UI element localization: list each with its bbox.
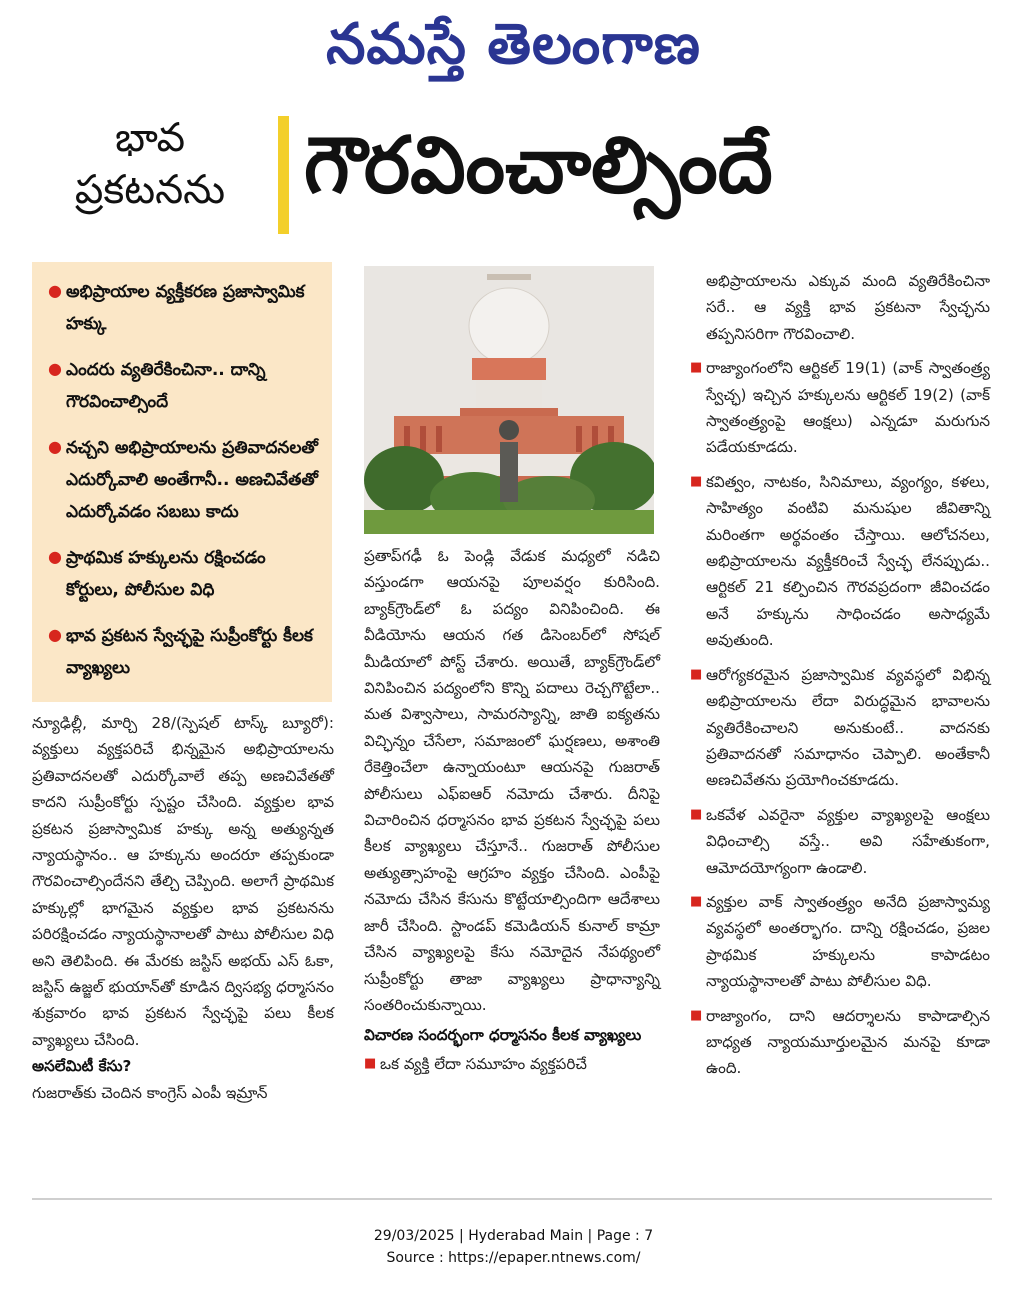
kicker-line-1: భావ [114,115,186,161]
remark-item: ■ వ్యక్తుల వాక్ స్వాతంత్ర్యం అనేది ప్రజాస్వామ్య వ్యవస్థలో అంతర్భాగం. దాన్ని రక్షించడం, ప్రజల ప్రాథమిక హక్కులను కాపాడటం న్యాయస్థానాలతో పాటు పోలీసుల విధి. [690,889,990,995]
article-paragraph: అభిప్రాయాలను ఎక్కువ మంది వ్యతిరేకించినా సరే.. ఆ వ్యక్తి భావ ప్రకటనా స్వేచ్ఛను తప్పనిసరిగా గౌరవించాలి. [706,272,990,343]
red-square-icon: ■ [690,473,703,489]
red-square-icon: ■ [690,360,703,376]
red-square-icon: ■ [690,893,703,909]
red-dot-icon: ● [48,281,62,300]
footer-date-edition: 29/03/2025 | Hyderabad Main | Page : 7 [373,1228,654,1244]
highlights-box [32,262,332,702]
masthead-title: నమస్తే తెలంగాణ [326,12,701,77]
supreme-court-illustration [364,266,654,534]
highlight-item: ● అభిప్రాయాల వ్యక్తీకరణ ప్రజాస్వామిక హక్కు [32,276,332,340]
red-square-icon: ■ [690,806,703,822]
column-1 [32,710,334,1106]
section-subhead: అసలేమిటీ కేసు? [32,1057,132,1076]
headline: గౌరవించాల్సిందే [304,121,773,211]
kicker [30,112,270,216]
remark-item: ■ రాజ్యాంగంలోని ఆర్టికల్ 19(1) (వాక్ స్వాతంత్ర్య స్వేచ్ఛ) ఇచ్చిన హక్కులను ఆర్టికల్ 19(2) (వాక్ స్వాతంత్ర్యంపై ఆంక్షలు) ఎన్నడూ మరుగున పడేయకూడదు. [690,355,990,461]
section-subhead: విచారణ సందర్భంగా ధర్మాసనం కీలక వ్యాఖ్యలు [364,1026,642,1045]
red-square-icon: ■ [690,1007,703,1023]
footer-source-link[interactable]: Source : https://epaper.ntnews.com/ [386,1250,641,1266]
article-paragraph: గుజరాత్‌కు చెందిన కాంగ్రెస్ ఎంపీ ఇమ్రాన్ [32,1083,268,1102]
highlight-item: ● నచ్చని అభిప్రాయాలను ప్రతివాదనలతో ఎదుర్కోవాలి అంతేగానీ.. అణచివేతతో ఎదుర్కోవడం సబబు కాదు [32,432,332,528]
remark-item: ■ ఒక వ్యక్తి లేదా సమూహం వ్యక్తపరిచే [364,1051,660,1077]
kicker-line-2: ప్రకటనను [74,167,226,213]
highlight-item: ● ఎందరు వ్యతిరేకించినా.. దాన్ని గౌరవించాల్సిందే [32,354,332,418]
remark-item: ■ ఆరోగ్యకరమైన ప్రజాస్వామిక వ్యవస్థలో విభిన్న అభిప్రాయాలను లేదా విరుద్ధమైన భావాలను వ్యతిరేకించాలని అనుకుంటే.. వాదనకు ప్రతివాదనతో సమాధానం చెప్పాలి. అంతేకానీ అణచివేతను ప్రయోగించకూడదు. [690,662,990,794]
kicker-accent-bar [278,116,289,234]
column-3 [690,268,990,1082]
supreme-court-photo [364,266,654,534]
column-2 [364,543,660,1077]
article-paragraph: ప్రతాప్‌గఢీ ఓ పెండ్లి వేడుక మధ్యలో నడిచి వస్తుండగా ఆయనపై పూలవర్షం కురిసింది. బ్యాక్‌గ్రౌండ్‌లో ఓ పద్యం వినిపించింది. ఈ వీడియోను ఆయన గత డిసెంబర్‌లో సోషల్ మీడియాలో పోస్ట్ చేశారు. అయితే, బ్యాక్‌గ్రౌండ్‌లో వినిపించిన పద్యంలోని కొన్ని పదాలు రెచ్చగొట్టేలా.. మత విశ్వాసాలు, సామరస్యాన్ని, జాతి ఐక్యతను విచ్ఛిన్నం చేసేలా, సమాజంలో ఘర్షణలు, అశాంతి రేకెత్తించేలా ఉన్నాయంటూ ఆయనపై గుజరాత్ పోలీసులు ఎఫ్ఐఆర్ నమోదు చేశారు. దీనిపై విచారించిన ధర్మాసనం భావ ప్రకటన స్వేచ్ఛపై పలు కీలక వ్యాఖ్యలు చేస్తూనే.. గుజరాత్ పోలీసుల అత్యుత్సాహంపై ఆగ్రహం వ్యక్తం చేసింది. ఎంపీపై నమోదు చేసిన కేసును కొట్టేయాల్సిందిగా ఆదేశాలు జారీ చేసింది. స్టాండప్ కమెడియన్ కునాల్ కామ్రా చేసిన వ్యాఖ్యలపై కేసు నమోదైన నేపథ్యంలో సుప్రీంకోర్టు తాజా వ్యాఖ్యలు ప్రాధాన్యాన్ని సంతరించుకున్నాయి. [364,547,660,1014]
red-square-icon: ■ [364,1055,377,1071]
remark-item: ■ ఒకవేళ ఎవరైనా వ్యక్తుల వ్యాఖ్యలపై ఆంక్షలు విధించాల్సి వస్తే.. అవి సహేతుకంగా, ఆమోదయోగ్యంగా ఉండాలి. [690,802,990,881]
highlight-item: ● భావ ప్రకటన స్వేచ్ఛపై సుప్రీంకోర్టు కీలక వ్యాఖ్యలు [32,620,332,684]
highlight-item: ● ప్రాథమిక హక్కులను రక్షించడం కోర్టులు, పోలీసుల విధి [32,542,332,606]
remark-item: ■ రాజ్యాంగం, దాని ఆదర్శాలను కాపాడాల్సిన బాధ్యత న్యాయమూర్తులమైన మనపై కూడా ఉంది. [690,1003,990,1082]
red-dot-icon: ● [48,625,62,644]
remark-item: ■ కవిత్వం, నాటకం, సినిమాలు, వ్యంగ్యం, కళలు, సాహిత్యం వంటివి మనుషుల జీవితాన్ని మరింతగా అర్థవంతం చేస్తాయి. ఆలోచనలు, అభిప్రాయాలను వ్యక్తీకరించే స్వేచ్ఛ లేనప్పుడు.. ఆర్టికల్ 21 కల్పించిన గౌరవప్రదంగా జీవించడం అనే హక్కును సాధించడం అసాధ్యమే అవుతుంది. [690,469,990,654]
footer-divider [32,1198,992,1200]
red-square-icon: ■ [690,666,703,682]
red-dot-icon: ● [48,547,62,566]
red-dot-icon: ● [48,359,62,378]
red-dot-icon: ● [48,437,62,456]
article-lead-paragraph: న్యూఢిల్లీ, మార్చి 28/(స్పెషల్ టాస్క్ బ్యూరో): వ్యక్తులు వ్యక్తపరిచే భిన్నమైన అభిప్రాయాలను ప్రతివాదనలతో ఎదుర్కోవాలే తప్ప అణచివేతతో కాదని సుప్రీంకోర్టు స్పష్టం చేసింది. వ్యక్తుల భావ ప్రకటన ప్రజాస్వామిక హక్కు అన్న అత్యున్నత న్యాయస్థానం.. ఆ హక్కును అందరూ తప్పకుండా గౌరవించాల్సిందేనని తేల్చి చెప్పింది. అలాగే ప్రాథమిక హక్కుల్లో భాగమైన వ్యక్తుల భావ ప్రకటనను పరిరక్షించడం న్యాయస్థానాలతో పాటు పోలీసుల విధి అని తెలిపింది. ఈ మేరకు జస్టిస్ అభయ్ ఎస్ ఓకా, జస్టిస్ ఉజ్జల్ భుయాన్‌తో కూడిన ద్విసభ్య ధర్మాసనం శుక్రవారం భావ ప్రకటన స్వేచ్ఛపై పలు కీలక వ్యాఖ్యలు చేసింది. [32,714,334,1049]
